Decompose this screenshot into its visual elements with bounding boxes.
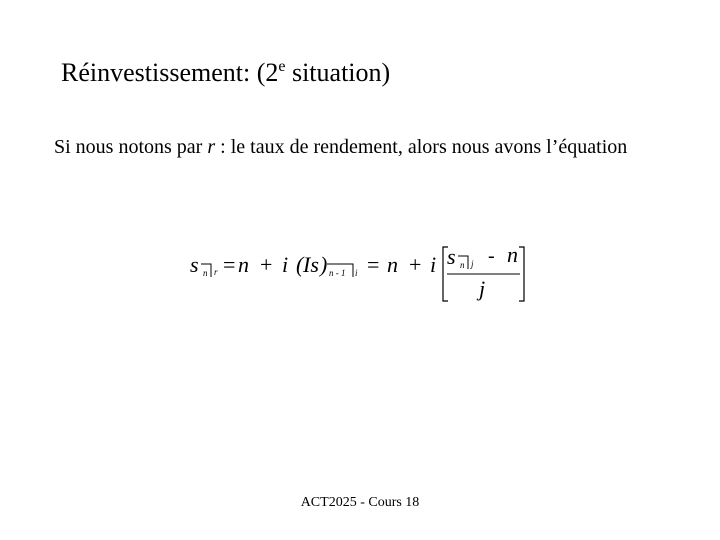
eq-n1: n <box>238 252 249 277</box>
eq-s1-sub-n: n <box>203 268 208 278</box>
body-text <box>54 132 674 162</box>
eq-Is: Is <box>303 252 319 277</box>
body-text-start: Si nous notons par <box>54 136 208 158</box>
eq-n2: n <box>387 252 398 277</box>
eq-s2: s <box>447 244 456 269</box>
body-variable-r: r <box>207 136 216 158</box>
eq-paren-sub-n-minus-1: n - 1 <box>329 268 346 278</box>
eq-minus: - <box>488 245 495 267</box>
equation <box>190 240 535 304</box>
eq-plus-2: + <box>409 252 422 277</box>
eq-equals-1: = <box>223 252 236 277</box>
title-end: situation) <box>285 58 391 87</box>
eq-i1: i <box>282 252 289 277</box>
eq-lparen: ( <box>296 252 304 277</box>
eq-paren-sub-i: i <box>355 268 358 278</box>
eq-equals-2: = <box>367 252 380 277</box>
eq-denominator-j: j <box>479 276 486 301</box>
eq-s2-sub-n: n <box>460 260 465 270</box>
eq-plus-1: + <box>260 252 273 277</box>
eq-s1-sub-r: r <box>214 267 218 277</box>
eq-rparen: ) <box>320 252 328 277</box>
eq-i2: i <box>430 252 437 277</box>
eq-n3: n <box>507 242 518 267</box>
eq-s1: s <box>190 252 199 277</box>
title-superscript: e <box>278 58 286 75</box>
slide-footer: ACT2025 - Cours 18 <box>300 495 420 510</box>
slide-title <box>61 56 390 90</box>
eq-s2-sub-j: j <box>471 259 474 269</box>
body-text-end: : le taux de rendement, alors nous avons l’équation <box>215 136 628 158</box>
title-main: Réinvestissement: (2 <box>61 58 279 87</box>
